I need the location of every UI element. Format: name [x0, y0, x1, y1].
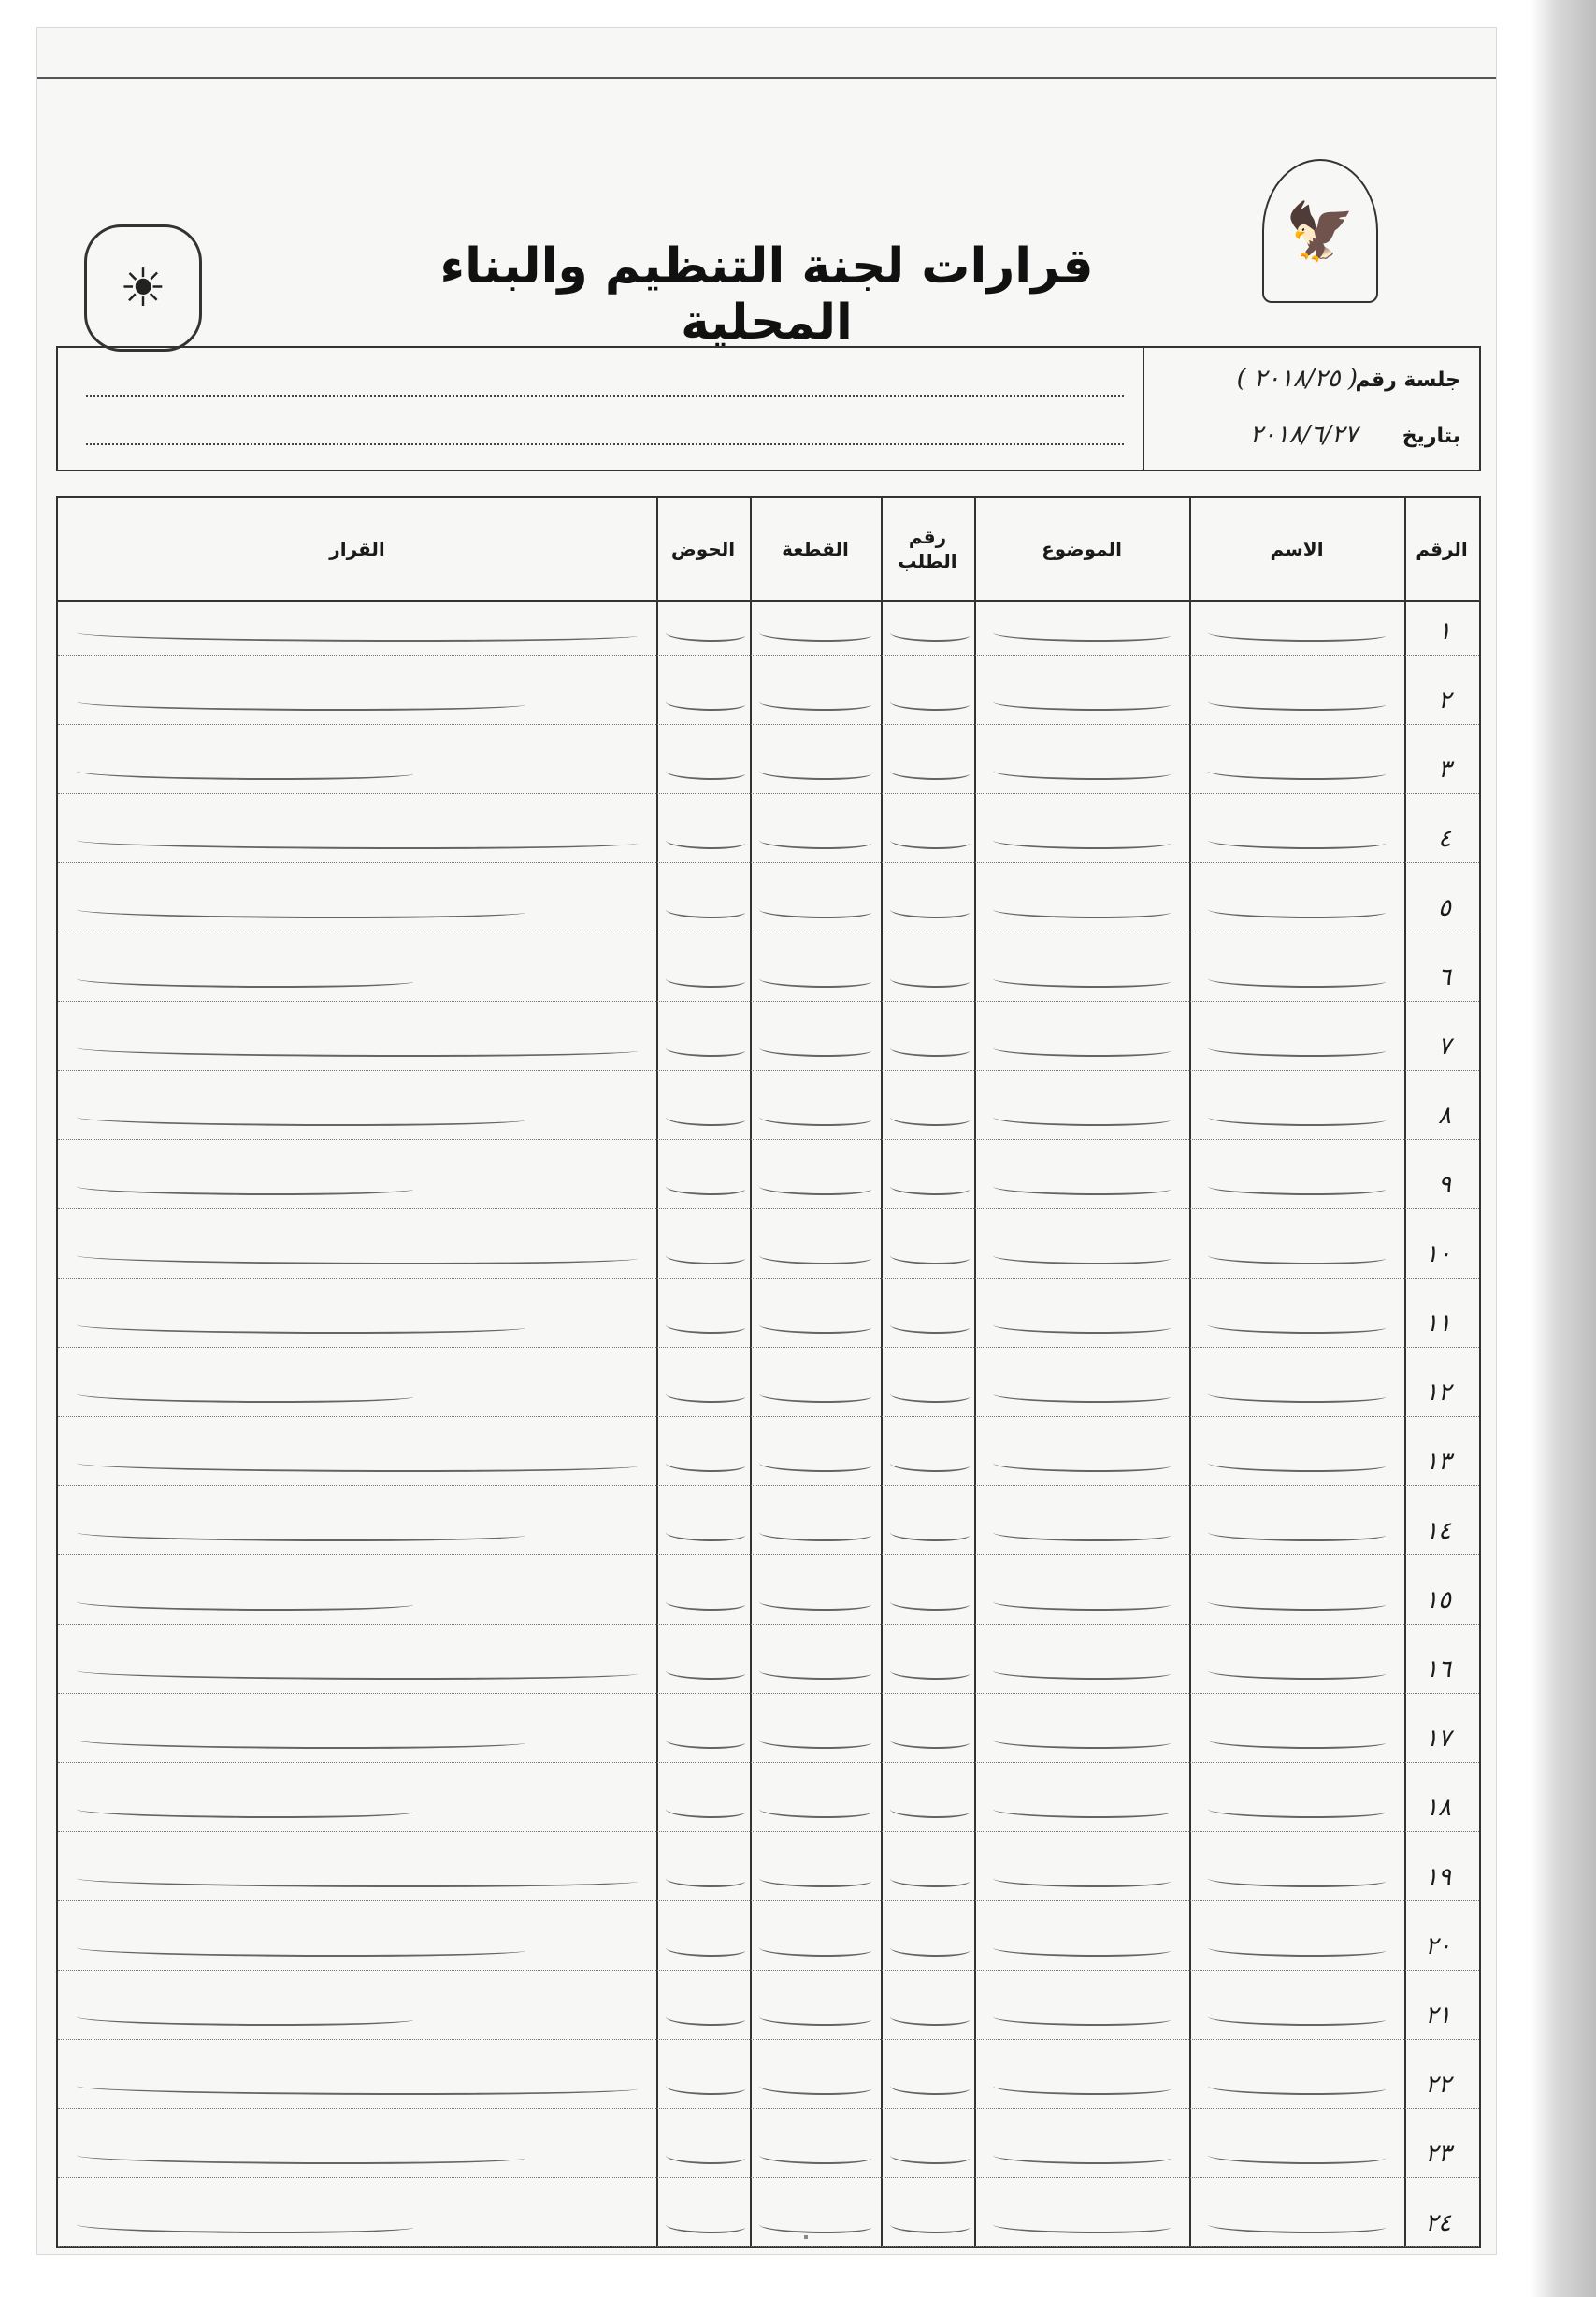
row-number: ١٣ [1425, 1448, 1451, 1476]
handwriting-mark [1208, 1803, 1386, 1818]
handwriting-mark [666, 2218, 745, 2233]
session-date-label: بتاريخ [1402, 425, 1460, 448]
table-row [58, 2132, 1479, 2178]
header-request-no: رقم الطلب [898, 526, 957, 572]
handwriting-mark [759, 1596, 871, 1611]
row-number: ١١ [1425, 1309, 1451, 1337]
table-row [58, 2202, 1479, 2247]
handwriting-mark [890, 1388, 970, 1403]
header-divider [58, 600, 1479, 602]
handwriting-mark [77, 765, 413, 780]
table-row [58, 1233, 1479, 1279]
handwriting-mark [890, 1111, 970, 1126]
session-info-box [56, 346, 1481, 471]
handwriting-mark [77, 696, 525, 711]
table-row [58, 1717, 1479, 1763]
table-row [58, 679, 1479, 725]
table-row [58, 956, 1479, 1002]
handwriting-mark [993, 1042, 1171, 1057]
header-num: الرقم [1416, 538, 1468, 560]
municipality-logo-icon: ☀ [84, 224, 202, 352]
handwriting-mark [993, 1250, 1171, 1264]
handwriting-mark [666, 765, 745, 780]
scan-speck [804, 2235, 808, 2239]
handwriting-mark [666, 1734, 745, 1749]
handwriting-mark [759, 1111, 871, 1126]
handwriting-mark [759, 765, 871, 780]
table-row [58, 1371, 1479, 1417]
handwriting-mark [666, 2080, 745, 2095]
page-title: قرارات لجنة التنظيم والبناء المحلية [439, 238, 1094, 351]
attendees-line-1 [86, 393, 1124, 397]
handwriting-mark [1208, 1526, 1386, 1541]
handwriting-mark [890, 627, 970, 642]
handwriting-mark [890, 1596, 970, 1611]
handwriting-mark [759, 1734, 871, 1749]
row-number: ٢٣ [1425, 2140, 1451, 2168]
table-row [58, 1163, 1479, 1209]
handwriting-mark [1208, 834, 1386, 849]
handwriting-mark [993, 1319, 1171, 1334]
handwriting-mark [666, 627, 745, 642]
decisions-table [56, 496, 1481, 2248]
handwriting-mark [890, 1250, 970, 1264]
handwriting-mark [1208, 1388, 1386, 1403]
handwriting-mark [666, 1111, 745, 1126]
handwriting-mark [1208, 973, 1386, 988]
handwriting-mark [1208, 1942, 1386, 1957]
scan-edge-shadow [1531, 0, 1596, 2297]
handwriting-mark [1208, 1734, 1386, 1749]
handwriting-mark [993, 2218, 1171, 2233]
handwriting-mark [759, 1180, 871, 1195]
handwriting-mark [1208, 2149, 1386, 2164]
header-basin: الحوض [670, 538, 736, 560]
handwriting-mark [77, 1734, 525, 1749]
handwriting-mark [77, 1872, 638, 1887]
handwriting-mark [993, 1734, 1171, 1749]
handwriting-mark [77, 1388, 413, 1403]
handwriting-mark [77, 2080, 638, 2095]
handwriting-mark [77, 2149, 525, 2164]
handwriting-mark [759, 1665, 871, 1680]
handwriting-mark [666, 1180, 745, 1195]
handwriting-mark [993, 1803, 1171, 1818]
handwriting-mark [666, 1596, 745, 1611]
handwriting-mark [1208, 1872, 1386, 1887]
table-row [58, 1925, 1479, 1971]
handwriting-mark [993, 1526, 1171, 1541]
handwriting-mark [759, 2080, 871, 2095]
table-row [58, 748, 1479, 794]
session-divider [1143, 348, 1144, 470]
handwriting-mark [993, 1111, 1171, 1126]
handwriting-mark [890, 2218, 970, 2233]
handwriting-mark [666, 1872, 745, 1887]
row-number: ٨ [1438, 1102, 1451, 1130]
handwriting-mark [1208, 1319, 1386, 1334]
handwriting-mark [77, 1111, 525, 1126]
table-row [58, 1094, 1479, 1140]
handwriting-mark [993, 2080, 1171, 2095]
handwriting-mark [890, 1872, 970, 1887]
table-row [58, 1025, 1479, 1071]
header-name: الاسم [1270, 538, 1324, 560]
handwriting-mark [1208, 696, 1386, 711]
handwriting-mark [993, 2149, 1171, 2164]
handwriting-mark [77, 1457, 638, 1472]
session-date-value: ٢٠١٨/٦/٢٧ [1249, 421, 1358, 449]
eagle-emblem-icon: 🦅 [1262, 159, 1378, 303]
handwriting-mark [890, 1526, 970, 1541]
handwriting-mark [666, 1665, 745, 1680]
handwriting-mark [993, 1942, 1171, 1957]
handwriting-mark [666, 696, 745, 711]
handwriting-mark [666, 903, 745, 918]
handwriting-mark [890, 1457, 970, 1472]
handwriting-mark [759, 1803, 871, 1818]
handwriting-mark [993, 1388, 1171, 1403]
handwriting-mark [993, 627, 1171, 642]
row-number: ٢١ [1425, 2001, 1451, 2030]
handwriting-mark [759, 1388, 871, 1403]
handwriting-mark [759, 1319, 871, 1334]
handwriting-mark [759, 1250, 871, 1264]
handwriting-mark [666, 1942, 745, 1957]
handwriting-mark [890, 2149, 970, 2164]
table-row [58, 1302, 1479, 1348]
handwriting-mark [993, 2011, 1171, 2026]
handwriting-mark [759, 1872, 871, 1887]
handwriting-mark [759, 2218, 871, 2233]
header-decision: القرار [329, 538, 385, 560]
handwriting-mark [1208, 1250, 1386, 1264]
handwriting-mark [1208, 1042, 1386, 1057]
handwriting-mark [993, 1596, 1171, 1611]
row-number: ١٤ [1425, 1517, 1451, 1545]
handwriting-mark [890, 1319, 970, 1334]
handwriting-mark [759, 1042, 871, 1057]
handwriting-mark [666, 973, 745, 988]
handwriting-mark [759, 1457, 871, 1472]
header-subject: الموضوع [1042, 538, 1122, 560]
handwriting-mark [993, 696, 1171, 711]
handwriting-mark [666, 1319, 745, 1334]
handwriting-mark [666, 2149, 745, 2164]
handwriting-mark [759, 973, 871, 988]
handwriting-mark [666, 1250, 745, 1264]
scanned-page [37, 28, 1496, 2254]
table-row [58, 2063, 1479, 2109]
handwriting-mark [77, 1942, 525, 1957]
handwriting-mark [759, 627, 871, 642]
handwriting-mark [890, 903, 970, 918]
handwriting-mark [890, 765, 970, 780]
handwriting-mark [993, 834, 1171, 849]
handwriting-mark [77, 1665, 638, 1680]
handwriting-mark [77, 834, 638, 849]
row-number: ٤ [1438, 825, 1451, 853]
handwriting-mark [890, 1734, 970, 1749]
table-row [58, 1994, 1479, 2040]
handwriting-mark [666, 1526, 745, 1541]
table-row [58, 1648, 1479, 1694]
handwriting-mark [77, 1596, 413, 1611]
row-number: ١٧ [1425, 1725, 1451, 1753]
handwriting-mark [890, 1042, 970, 1057]
handwriting-mark [1208, 1111, 1386, 1126]
row-number: ٢٢ [1425, 2071, 1451, 2099]
table-row [58, 1510, 1479, 1555]
handwriting-mark [1208, 903, 1386, 918]
handwriting-mark [890, 696, 970, 711]
handwriting-mark [666, 2011, 745, 2026]
table-row [58, 1579, 1479, 1625]
row-number: ١٦ [1425, 1655, 1451, 1683]
handwriting-mark [666, 1388, 745, 1403]
handwriting-mark [1208, 627, 1386, 642]
handwriting-mark [993, 1457, 1171, 1472]
handwriting-mark [759, 1526, 871, 1541]
handwriting-mark [1208, 1596, 1386, 1611]
header-parcel: القطعة [782, 538, 849, 560]
row-number: ١ [1438, 617, 1451, 645]
row-number: ١٩ [1425, 1863, 1451, 1891]
table-row [58, 887, 1479, 932]
handwriting-mark [890, 1180, 970, 1195]
handwriting-mark [890, 2011, 970, 2026]
table-row [58, 1786, 1479, 1832]
handwriting-mark [993, 1665, 1171, 1680]
session-number-value: ( ٢٠١٨/٢٥ ) [1236, 365, 1358, 393]
row-number: ٢٠ [1425, 1932, 1451, 1960]
handwriting-mark [666, 1457, 745, 1472]
handwriting-mark [993, 903, 1171, 918]
handwriting-mark [1208, 2011, 1386, 2026]
table-row [58, 817, 1479, 863]
handwriting-mark [77, 2218, 413, 2233]
row-number: ٥ [1438, 894, 1451, 922]
session-number-label: جلسة رقم [1355, 368, 1460, 392]
table-row [58, 1440, 1479, 1486]
handwriting-mark [890, 834, 970, 849]
handwriting-mark [993, 1180, 1171, 1195]
handwriting-mark [77, 1250, 638, 1264]
handwriting-mark [890, 2080, 970, 2095]
handwriting-mark [1208, 1457, 1386, 1472]
handwriting-mark [759, 2011, 871, 2026]
row-number: ١٥ [1425, 1586, 1451, 1614]
handwriting-mark [666, 834, 745, 849]
handwriting-mark [759, 2149, 871, 2164]
attendees-line-2 [86, 441, 1124, 445]
handwriting-mark [993, 765, 1171, 780]
handwriting-mark [77, 903, 525, 918]
handwriting-mark [77, 1042, 638, 1057]
handwriting-mark [759, 903, 871, 918]
handwriting-mark [759, 1942, 871, 1957]
handwriting-mark [1208, 1180, 1386, 1195]
row-number: ٢٤ [1425, 2209, 1451, 2237]
handwriting-mark [890, 1665, 970, 1680]
handwriting-mark [890, 973, 970, 988]
handwriting-mark [890, 1942, 970, 1957]
handwriting-mark [890, 1803, 970, 1818]
row-number: ١٢ [1425, 1379, 1451, 1407]
handwriting-mark [77, 627, 638, 642]
handwriting-mark [77, 973, 413, 988]
row-number: ٩ [1438, 1171, 1451, 1199]
table-row [58, 1856, 1479, 1901]
handwriting-mark [993, 1872, 1171, 1887]
handwriting-mark [993, 973, 1171, 988]
handwriting-mark [77, 1180, 413, 1195]
handwriting-mark [666, 1803, 745, 1818]
handwriting-mark [77, 1526, 525, 1541]
row-number: ١٨ [1425, 1794, 1451, 1822]
row-number: ٢ [1438, 686, 1451, 715]
handwriting-mark [77, 1319, 525, 1334]
row-number: ٣ [1438, 756, 1451, 784]
handwriting-mark [1208, 2218, 1386, 2233]
handwriting-mark [759, 696, 871, 711]
table-row [58, 610, 1479, 656]
row-number: ٧ [1438, 1033, 1451, 1061]
handwriting-mark [759, 834, 871, 849]
top-rule [37, 77, 1496, 79]
row-number: ١٠ [1425, 1240, 1451, 1268]
handwriting-mark [1208, 765, 1386, 780]
handwriting-mark [77, 1803, 413, 1818]
handwriting-mark [1208, 2080, 1386, 2095]
row-number: ٦ [1438, 963, 1451, 991]
handwriting-mark [666, 1042, 745, 1057]
handwriting-mark [1208, 1665, 1386, 1680]
handwriting-mark [77, 2011, 413, 2026]
